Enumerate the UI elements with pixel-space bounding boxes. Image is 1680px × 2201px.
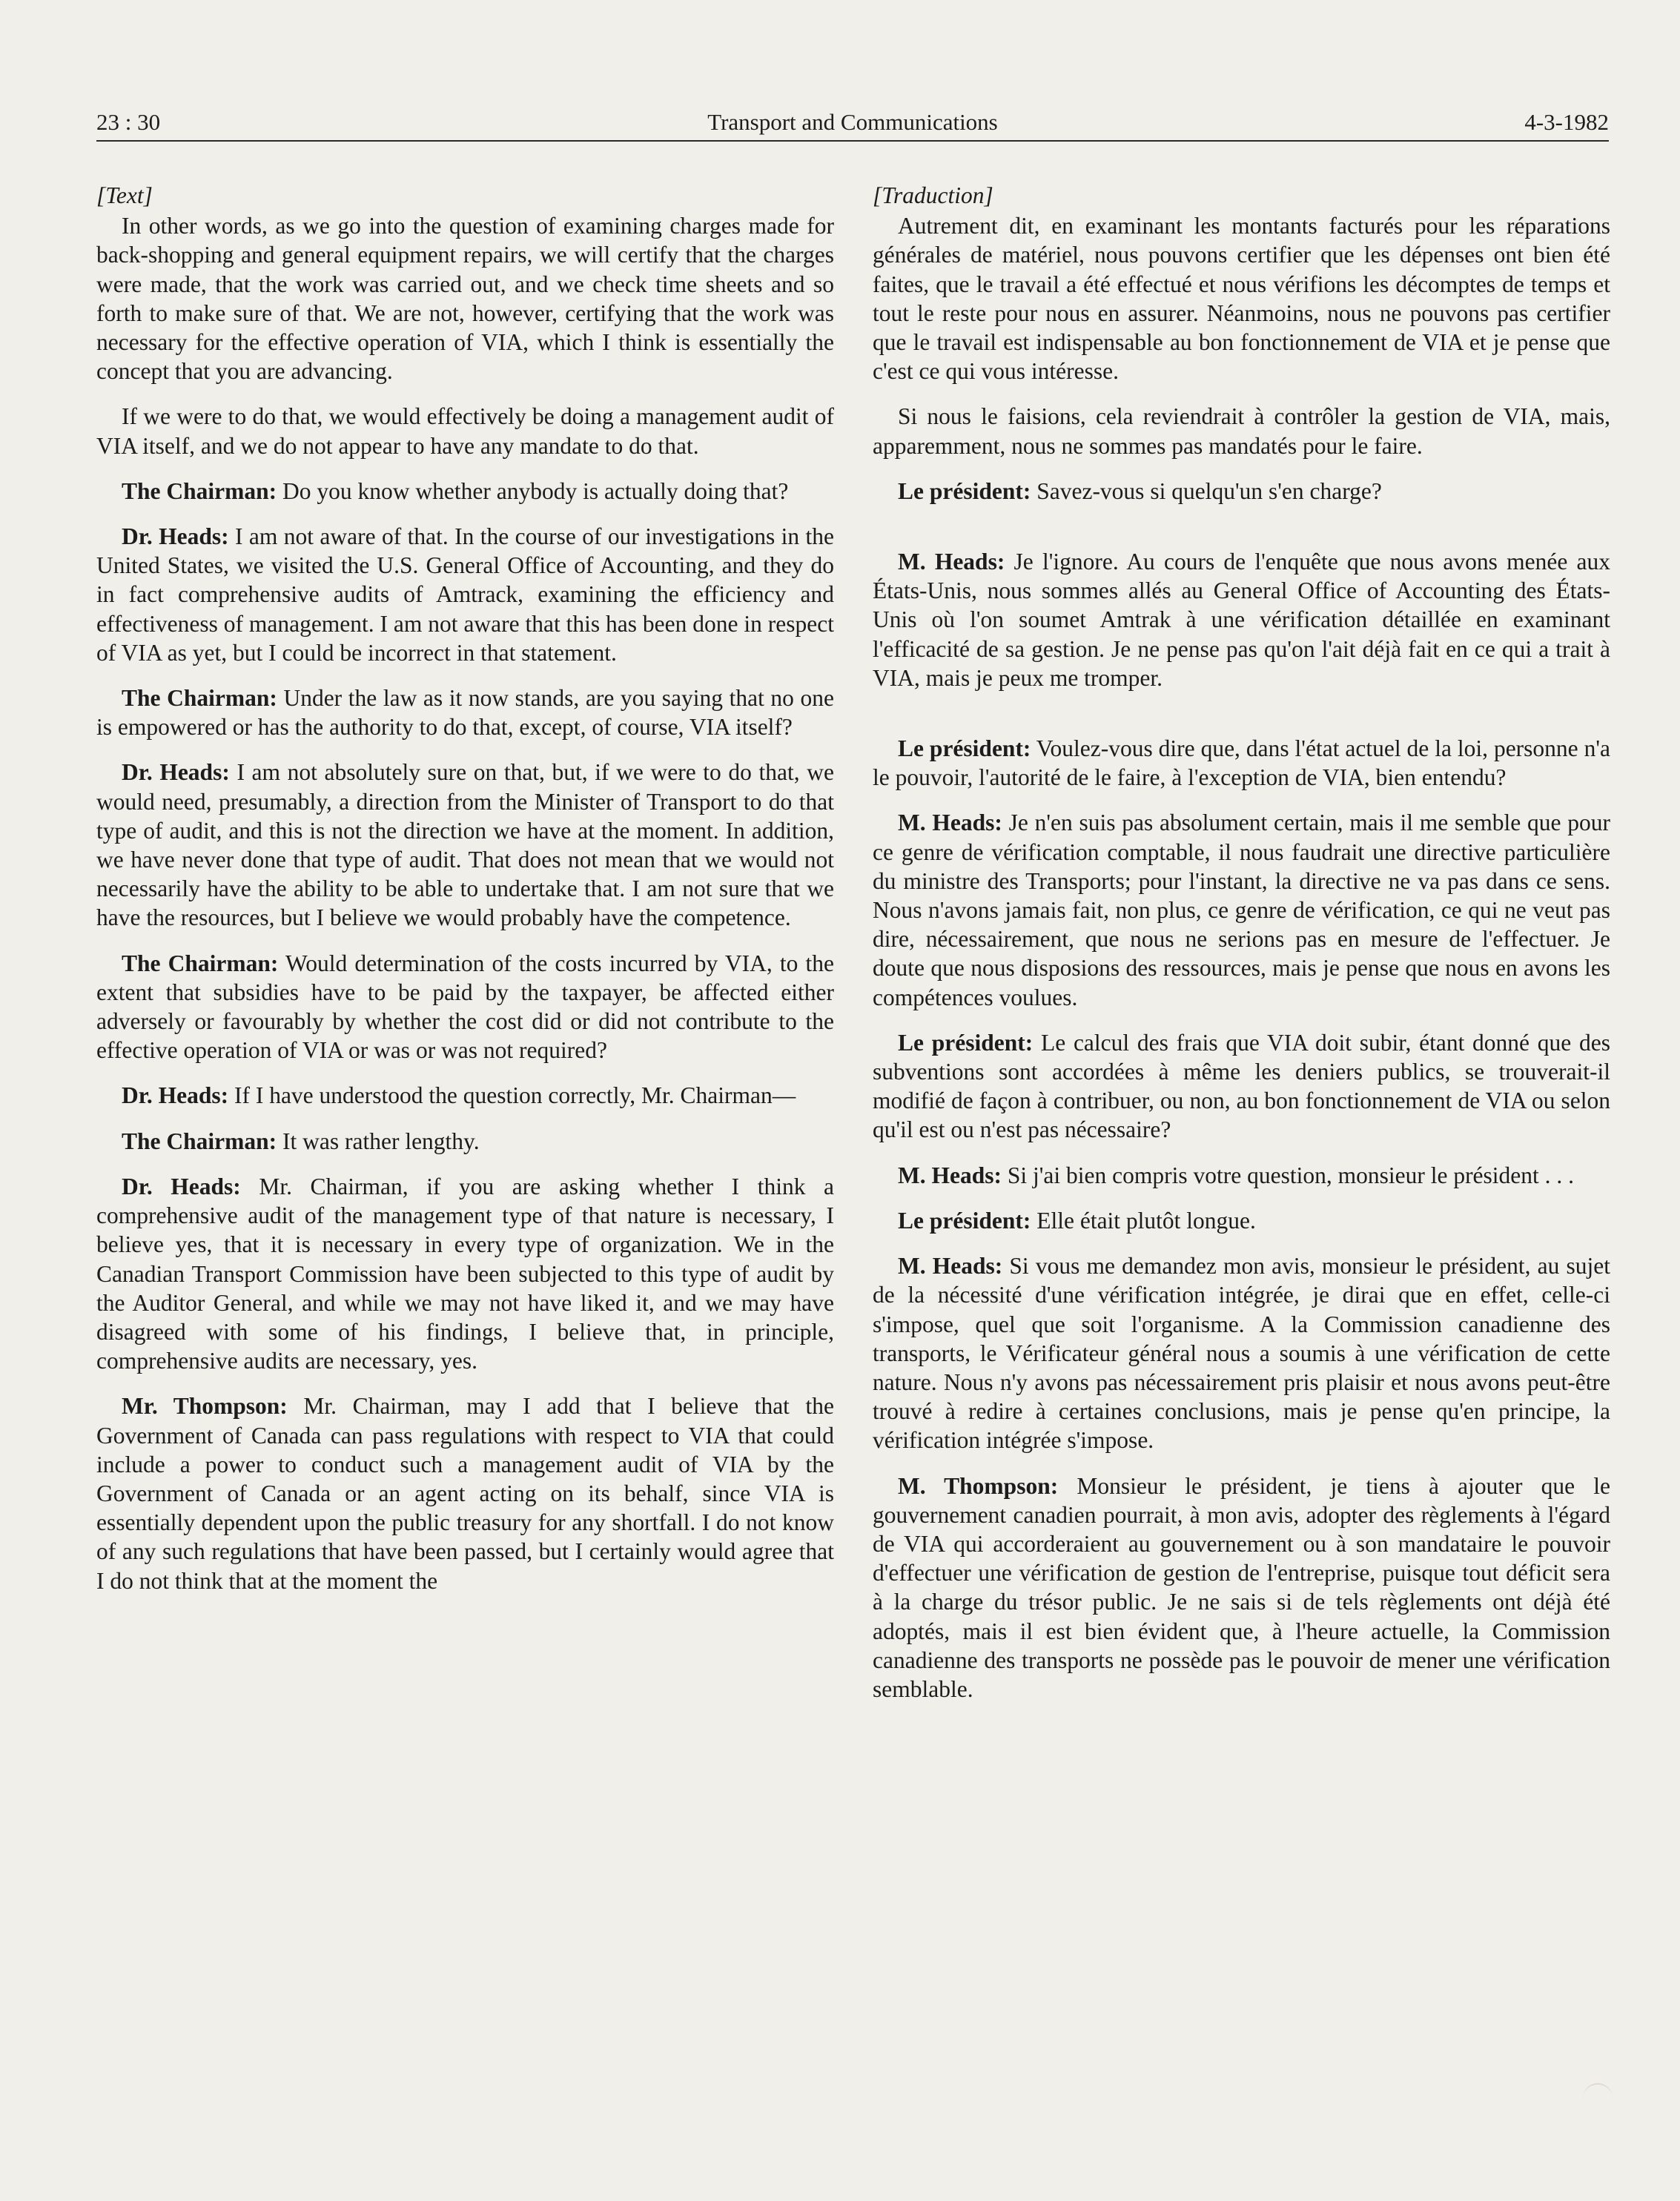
french-column (873, 181, 1610, 1704)
speech-text: Mr. Chairman, if you are asking whether I think a comprehensive audit of the management type of that nature is necessary, I believe yes, that it is necessary in every type of organization. We in the Canadian Transport Commission have been subjected to this type of audit by the Auditor General, and while we may not have liked it, and we may have disagreed with some of his findings, I believe that, in principle, comprehensive audits are necessary, yes. (96, 1173, 834, 1374)
speech-text: In other words, as we go into the question of examining charges made for back-shopping and general equipment repairs, we will certify that the charges were made, that the work was carried out, and we check time sheets and so forth to make sure of that. We are not, however, certifying that the work was necessary for the effective operation of VIA, which I think is essentially the concept that you are advancing. (96, 213, 834, 385)
speech-text: Monsieur le président, je tiens à ajouter que le gouvernement canadien pourrait, à mon avis, adopter des règlements à l'égard de VIA qui accorderaient au gouvernement ou à son mandataire le pouvoir d'effectuer une vérification de gestion de l'entreprise, puisque tout déficit sera à la charge du trésor public. Je ne sais si de tels règlements ont déjà été adoptés, mais il est bien évident que, à l'heure actuelle, la Commission canadienne des transports ne possède pas le pouvoir de mener une vérification semblable. (873, 1472, 1610, 1702)
speaker-name: M. Heads: (898, 549, 1005, 575)
speaker-name: Le président: (898, 1029, 1034, 1056)
speech-text: It was rather lengthy. (277, 1128, 480, 1154)
transcript-paragraph (96, 211, 834, 385)
speech-text: If I have understood the question correctly, Mr. Chairman— (228, 1082, 796, 1109)
speaker-name: Le président: (898, 477, 1031, 504)
transcript-paragraph (96, 402, 834, 460)
page-header (96, 107, 1609, 142)
transcript-paragraph (873, 402, 1610, 460)
transcript-paragraph (96, 522, 834, 667)
speech-text: Savez-vous si quelqu'un s'en charge? (1031, 477, 1382, 504)
speaker-name: The Chairman: (122, 950, 279, 976)
page-reference: 23 : 30 (96, 109, 161, 135)
speaker-name: M. Heads: (898, 810, 1002, 836)
english-column (96, 181, 834, 1595)
speaker-name: Dr. Heads: (122, 1173, 241, 1199)
speech-text: If we were to do that, we would effectively be doing a management audit of VIA itself, and we do not appear to have any mandate to do that. (96, 403, 834, 459)
speech-text: Do you know whether anybody is actually doing that? (277, 477, 789, 504)
speech-text: Mr. Chairman, may I add that I believe that the Government of Canada can pass regulations with respect to VIA that could include a power to conduct such a management audit of VIA by the Government of Canada or an agent acting on its behalf, since VIA is essentially dependent upon the public treasury for any shortfall. I do not know of any such regulations that have been passed, but I certainly would agree that I do not think that at the moment the (96, 1393, 834, 1594)
language-tag: [Text] (96, 182, 153, 208)
transcript-paragraph (873, 1251, 1610, 1454)
speaker-name: The Chairman: (122, 1128, 277, 1154)
running-title: Transport and Communications (707, 109, 998, 135)
sitting-date: 4-3-1982 (1524, 109, 1609, 135)
transcript-paragraph (873, 1206, 1610, 1235)
speaker-name: M. Heads: (898, 1253, 1003, 1280)
transcript-paragraph (96, 684, 834, 741)
speaker-name: Mr. Thompson: (122, 1393, 288, 1420)
speech-text: Si nous le faisions, cela reviendrait à contrôler la gestion de VIA, mais, apparemment, nous ne sommes pas mandatés pour le faire. (873, 403, 1610, 459)
speech-text: Elle était plutôt longue. (1031, 1207, 1256, 1234)
speech-text: Si j'ai bien compris votre question, monsieur le président . . . (1001, 1162, 1575, 1188)
speaker-name: Dr. Heads: (122, 1082, 229, 1109)
speaker-name: Dr. Heads: (122, 523, 229, 550)
transcript-paragraph (96, 1127, 834, 1156)
speech-text: Would determination of the costs incurred by VIA, to the extent that subsidies have to be paid by the taxpayer, be affected either adversely or favourably by whether the cost did or did not contribute to the effective operation of VIA or was or was not required? (96, 950, 834, 1064)
speech-text: Je n'en suis pas absolument certain, mais il me semble que pour ce genre de vérification comptable, il nous faudrait une directive particulière du ministre des Transports; pour l'instant, la directive ne va pas dans ce sens. Nous n'avons jamais fait, non plus, ce genre de vérification, ce qui ne veut pas dire, nécessairement, que nous ne serions pas en mesure de l'effectuer. Je doute que nous disposions des ressources, mais je pense que nous en avons les compétences voulues. (873, 810, 1610, 1010)
transcript-paragraph (873, 1028, 1610, 1145)
speech-text: I am not absolutely sure on that, but, if we were to do that, we would need, presumably, a direction from the Minister of Transport to do that type of audit, and this is not the direction we have at the moment. In addition, we have never done that type of audit. That does not mean that we would not necessarily have the ability to be able to undertake that. I am not sure that we have the resources, but I believe we would probably have the competence. (96, 759, 834, 931)
transcript-paragraph (873, 477, 1610, 506)
speaker-name: M. Thompson: (898, 1472, 1059, 1499)
transcript-paragraph (96, 758, 834, 932)
speech-text: I am not aware of that. In the course of our investigations in the United States, we visited the U.S. General Office of Accounting, and they do in fact comprehensive audits of Amtrack, examining the efficiency and effectiveness of management. I am not aware that this has been done in respect of VIA as yet, but I could be incorrect in that statement. (96, 523, 834, 666)
transcript-paragraph (873, 1161, 1610, 1190)
speaker-name: Le président: (898, 735, 1031, 762)
transcript-paragraph (873, 211, 1610, 385)
speech-text: Si vous me demandez mon avis, monsieur le président, au sujet de la nécessité d'une vérification intégrée, je dirai que en effet, celle-ci s'impose, quel que soit l'organisme. A la Commission canadienne des transports, le Vérificateur général nous a soumis à une vérification de cette nature. Nous n'y avons pas nécessairement pris plaisir et nous avons peut-être trouvé à redire à certaines conclusions, mais je pense qu'en principe, la vérification intégrée s'impose. (873, 1253, 1610, 1454)
speaker-name: The Chairman: (122, 685, 277, 712)
transcript-paragraph (96, 1391, 834, 1595)
transcript-paragraph (873, 547, 1610, 692)
transcript-paragraph (873, 734, 1610, 792)
transcript-paragraph (96, 1081, 834, 1110)
speech-text: Autrement dit, en examinant les montants facturés pour les réparations générales de matériel, nous pouvons certifier que les dépenses ont bien été faites, que le travail a été effectué et nous vérifions les décomptes de temps et tout le reste pour nous en assurer. Néanmoins, nous ne pouvons pas certifier que le travail est indispensable au bon fonctionnement de VIA et je pense que c'est ce qui vous intéresse. (873, 213, 1610, 385)
transcript-paragraph (873, 1472, 1610, 1704)
transcript-paragraph (873, 808, 1610, 1011)
speech-text: Voulez-vous dire que, dans l'état actuel de la loi, personne n'a le pouvoir, l'autorité de le faire, à l'exception de VIA, bien entendu? (873, 735, 1611, 791)
speech-text: Under the law as it now stands, are you saying that no one is empowered or has the authority to do that, except, of course, VIA itself? (96, 685, 834, 741)
speech-text: Le calcul des frais que VIA doit subir, étant donné que des subventions sont accordées à même les deniers publics, se trouverait-il modifié de façon à contribuer, ou non, au bon fonctionnement de VIA ou selon qu'il est ou n'est pas nécessaire? (873, 1029, 1611, 1143)
speaker-name: Dr. Heads: (122, 759, 230, 786)
transcript-paragraph (96, 1172, 834, 1375)
show-through-mark (1583, 2083, 1613, 2099)
speaker-name: Le président: (898, 1207, 1031, 1234)
speech-text: Je l'ignore. Au cours de l'enquête que nous avons menée aux États-Unis, nous sommes allés au General Office of Accounting des États-Unis où l'on soumet Amtrak à une vérification détaillée en examinant l'efficacité de sa gestion. Je ne pense pas qu'on l'ait déjà fait en ce qui a trait à VIA, mais je peux me tromper. (873, 549, 1610, 691)
speaker-name: The Chairman: (122, 477, 277, 504)
speaker-name: M. Heads: (898, 1162, 1002, 1188)
transcript-paragraph (96, 949, 834, 1065)
language-tag: [Traduction] (873, 182, 993, 208)
transcript-paragraph (96, 477, 834, 506)
